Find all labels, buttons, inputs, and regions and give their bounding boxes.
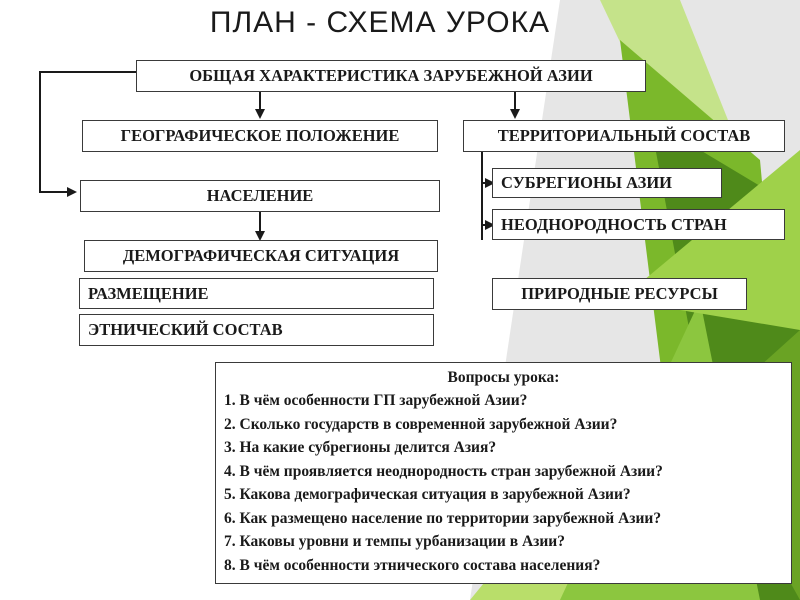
question-item: 5. Какова демографическая ситуация в зарубежной Азии? [224,486,631,503]
question-item: 3. На какие субрегионы делится Азия? [224,439,497,456]
box-placement: РАЗМЕЩЕНИЕ [79,278,434,309]
question-item: 1. В чём особенности ГП зарубежной Азии? [224,392,528,409]
question-item: 7. Каковы уровни и темпы урбанизации в Азии? [224,533,565,550]
box-geo: ГЕОГРАФИЧЕСКОЕ ПОЛОЖЕНИЕ [82,120,438,152]
questions-heading: Вопросы урока: [447,369,560,386]
box-overview: ОБЩАЯ ХАРАКТЕРИСТИКА ЗАРУБЕЖНОЙ АЗИИ [136,60,646,92]
question-item: 8. В чём особенности этнического состава населения? [224,556,601,574]
question-item: 2. Сколько государств в современной зарубежной Азии? [224,415,618,433]
question-item: 4. В чём проявляется неоднородность стран зарубежной Азии? [224,462,663,480]
box-subregions: СУБРЕГИОНЫ АЗИИ [492,168,722,198]
box-population: НАСЕЛЕНИЕ [80,180,440,212]
box-ethnic: ЭТНИЧЕСКИЙ СОСТАВ [79,314,434,346]
question-item: 6. Как размещено население по территории зарубежной Азии? [224,509,662,527]
questions-panel [215,362,792,584]
box-territorial: ТЕРРИТОРИАЛЬНЫЙ СОСТАВ [463,120,785,152]
box-heterogeneity: НЕОДНОРОДНОСТЬ СТРАН [492,209,785,240]
box-resources: ПРИРОДНЫЕ РЕСУРСЫ [492,278,747,310]
page-title: ПЛАН - СХЕМА УРОКА [209,6,551,39]
box-demographic: ДЕМОГРАФИЧЕСКАЯ СИТУАЦИЯ [84,240,438,272]
